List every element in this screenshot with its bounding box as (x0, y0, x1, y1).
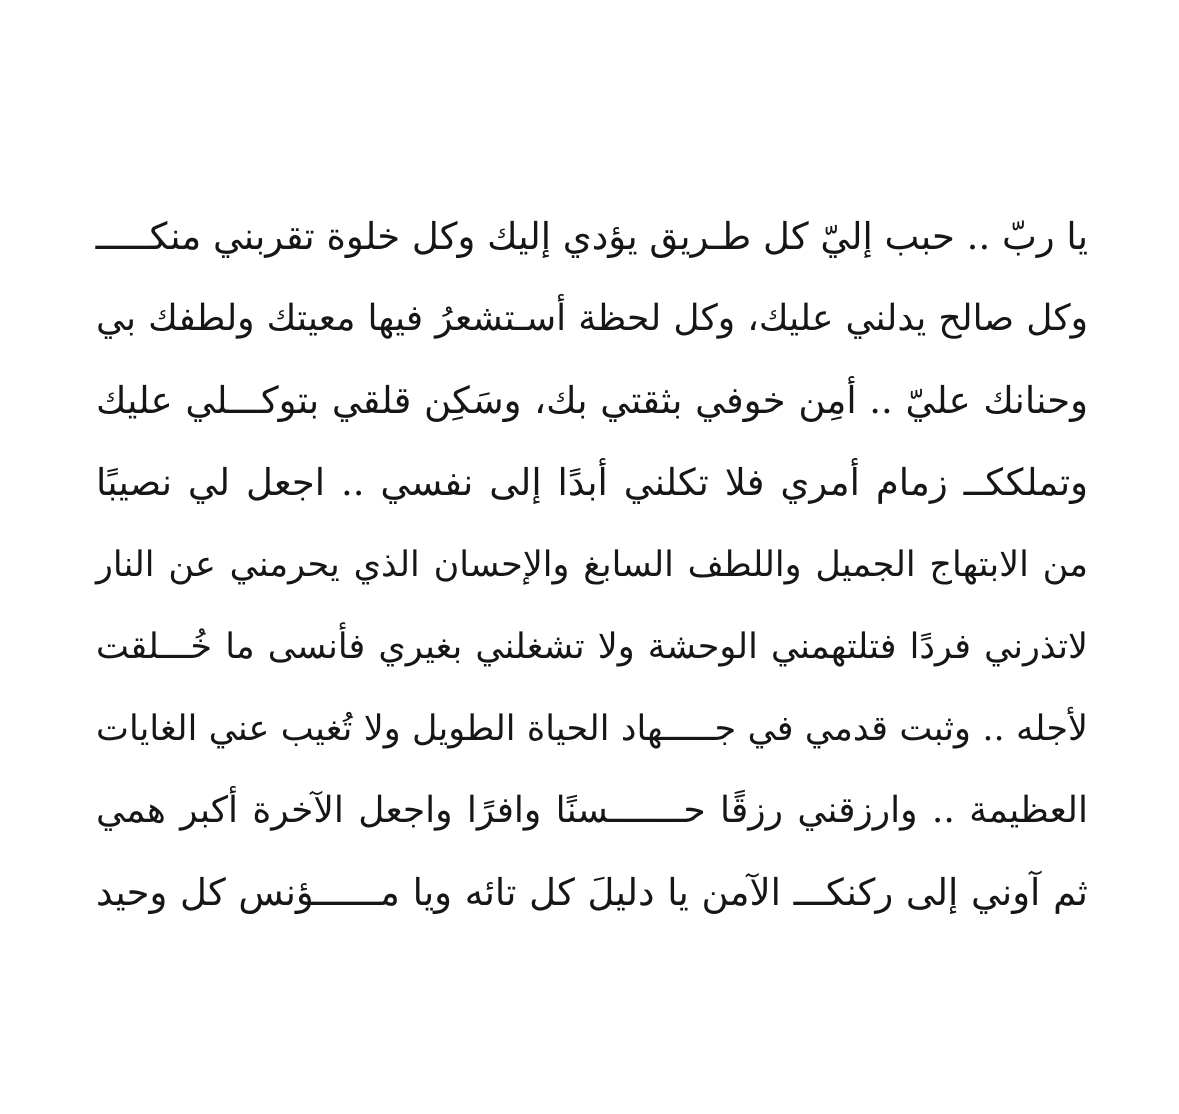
text-line-4: وتملككــ زمام أمري فلا تكلني أبدًا إلى نفسي .. اجعل لي نصيبًا (96, 461, 1088, 504)
text-line-3: وحنانك عليّ .. أمِن خوفي بثقتي بك، وسَكِن قلقي بتوكـــلي عليك (96, 379, 1088, 422)
text-line-9: ثم آوني إلى ركنكـــ الآمن يا دليلَ كل تائه ويا مــــــؤنس كل وحيد (96, 871, 1088, 914)
text-line-8: العظيمة .. وارزقني رزقًا حـــــــسنًا وافرًا واجعل الآخرة أكبر همي (96, 790, 1088, 831)
text-line-5: من الابتهاج الجميل واللطف السابغ والإحسان الذي يحرمني عن النار (96, 545, 1088, 585)
text-line-2: وكل صالح يدلني عليك، وكل لحظة أسـتشعرُ فيها معيتك ولطفك بي (96, 298, 1089, 339)
text-line-1: يا ربّ .. حبب إليّ كل طـريق يؤدي إليك وكل خلوة تقربني منكـــــ (95, 215, 1088, 258)
prayer-text (96, 196, 1088, 934)
text-line-6: لاتذرني فردًا فتلتهمني الوحشة ولا تشغلني بغيري فأنسى ما خُـــلقت (96, 627, 1088, 667)
text-line-7: لأجله .. وثبت قدمي في جـــــهاد الحياة الطويل ولا تُغيب عني الغايات (96, 709, 1088, 749)
